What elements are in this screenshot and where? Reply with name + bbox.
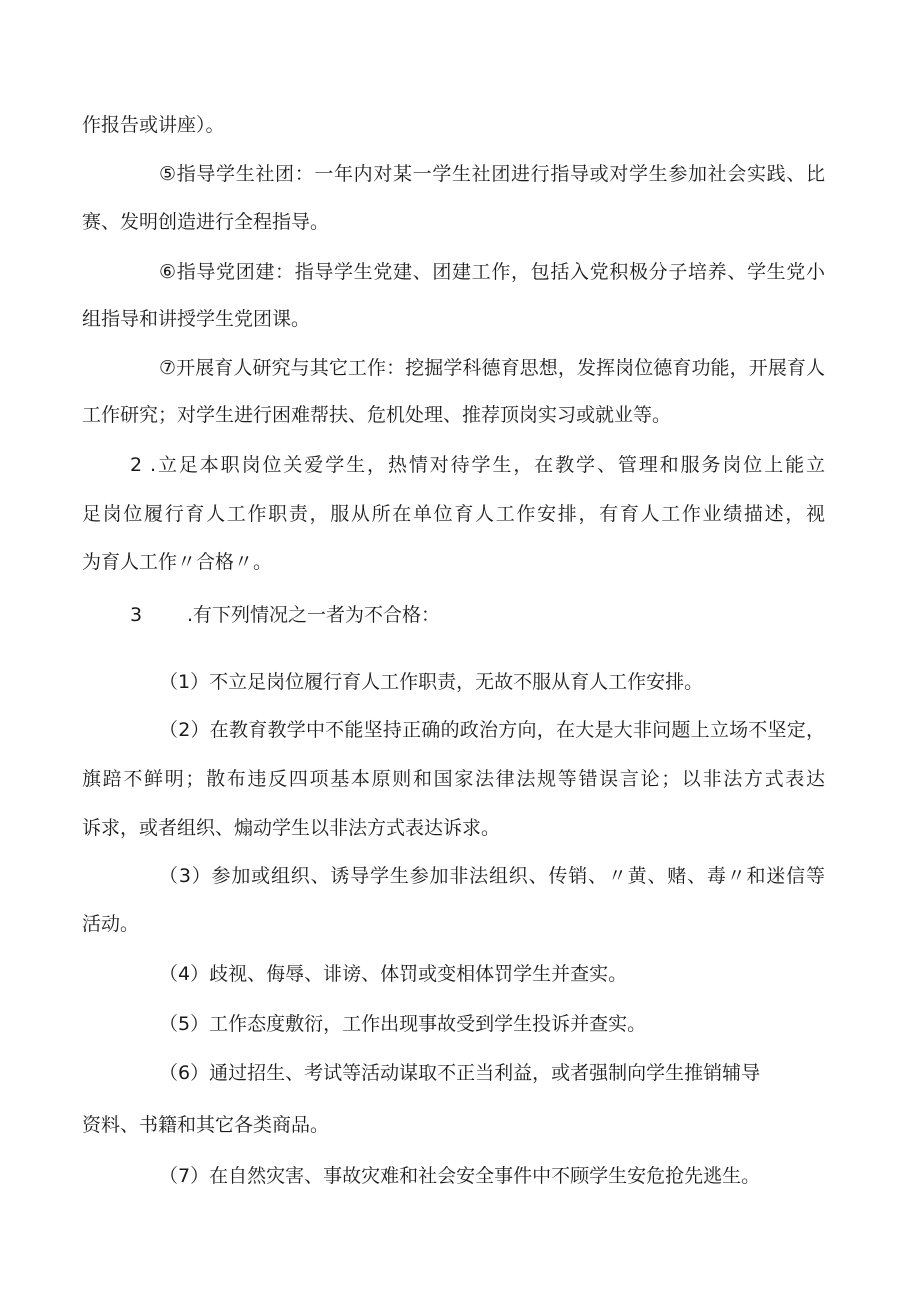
fail-item-4: （4）歧视、侮辱、诽谤、体罚或变相体罚学生并查实。: [159, 963, 628, 985]
section-3-heading: .有下列情况之一者为不合格：: [187, 604, 441, 626]
item-6-line: ⑥指导党团建：指导学生党建、团建工作，包括入党积极分子培养、学生党小: [159, 261, 825, 283]
item-5-line: 赛、发明创造进行全程指导。: [82, 211, 330, 233]
fail-item-2-line: 旗踣不鲜明；散布违反四项基本原则和国家法律法规等错误言论；以非法方式表达: [82, 768, 825, 790]
fail-item-2-line: 诉求，或者组织、煽动学生以非法方式表达诉求。: [82, 817, 501, 839]
fail-item-6-line: 资料、书籍和其它各类商品。: [82, 1114, 330, 1136]
item-7-line: ⑦开展育人研究与其它工作：挖掘学科德育思想，发挥岗位德育功能，开展育人: [159, 357, 825, 379]
fail-item-7: （7）在自然灾害、事故灾难和社会安全事件中不顾学生安危抢先逃生。: [159, 1165, 761, 1187]
fail-item-6-line: （6）通过招生、考试等活动谋取不正当利益，或者强制向学生推销辅导: [159, 1062, 761, 1084]
section-2-line: 2 .立足本职岗位关爱学生，热情对待学生，在教学、管理和服务岗位上能立: [130, 454, 825, 476]
fail-item-5: （5）工作态度敷衍，工作出现事故受到学生投诉并查实。: [159, 1013, 647, 1035]
fail-item-3-line: 活动。: [82, 913, 140, 935]
paragraph-line: 作报告或讲座）。: [82, 114, 225, 136]
section-2-line: 为育人工作〃合格〃。: [82, 551, 273, 573]
section-3-number: 3: [130, 604, 143, 626]
section-2-line: 足岗位履行育人工作职责，服从所在单位育人工作安排，有育人工作业绩描述，视: [82, 503, 825, 525]
item-5-line: ⑤指导学生社团：一年内对某一学生社团进行指导或对学生参加社会实践、比: [159, 163, 825, 185]
fail-item-1: （1）不立足岗位履行育人工作职责，无故不服从育人工作安排。: [159, 671, 704, 693]
item-7-line: 工作研究；对学生进行困难帮扶、危机处理、推荐顶岗实习或就业等。: [82, 404, 672, 426]
item-6-line: 组指导和讲授学生党团课。: [82, 308, 311, 330]
fail-item-3-line: （3）参加或组织、诱导学生参加非法组织、传销、〃黄、赌、毒〃和迷信等: [159, 865, 825, 887]
fail-item-2-line: （2）在教育教学中不能坚持正确的政治方向，在大是大非问题上立场不坚定，: [159, 719, 825, 741]
